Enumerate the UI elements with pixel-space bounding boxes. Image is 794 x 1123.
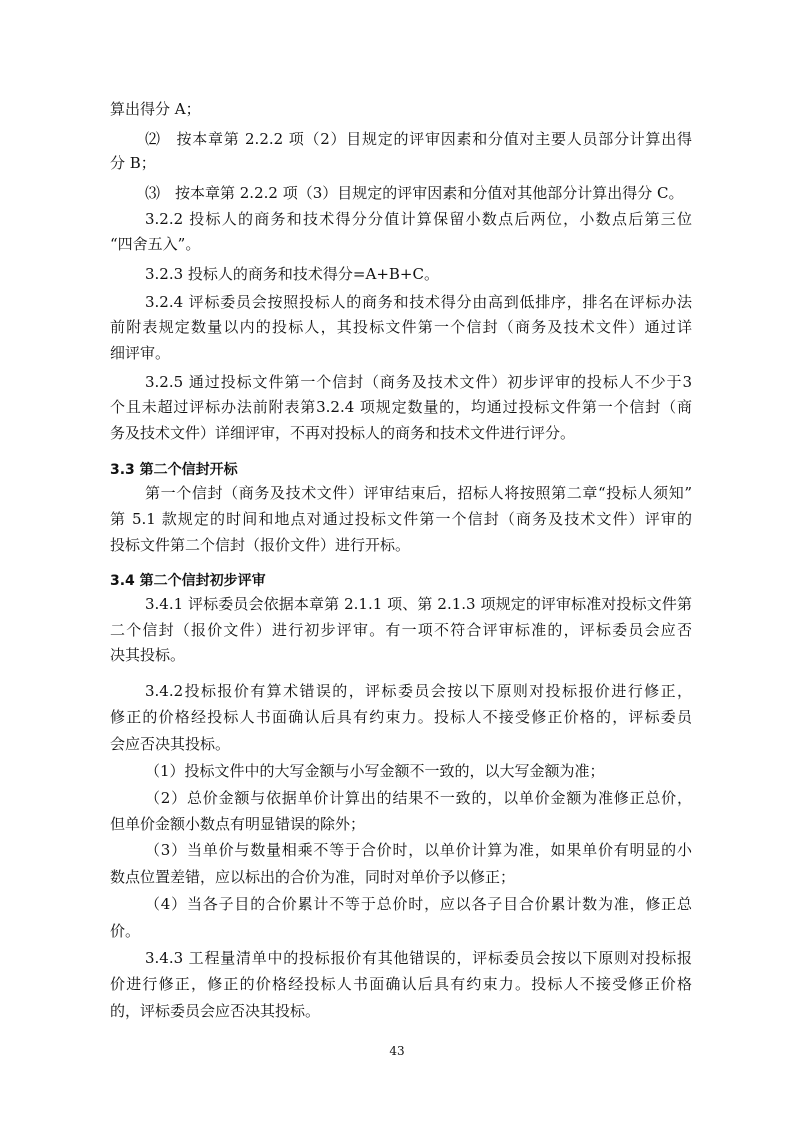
text-line: ⑶ 按本章第 2.2.2 项（3）目规定的评审因素和分值对其他部分计算出得分 C。 (145, 184, 684, 202)
text-line: 二个信封（报价文件）进行初步评审。有一项不符合评审标准的，评标委员会应否 (110, 621, 692, 639)
text-line: 3.4.1 评标委员会依据本章第 2.1.1 项、第 2.1.3 项规定的评审标准对投标文件第 (145, 595, 692, 613)
text-line: ⑵ 按本章第 2.2.2 项（2）目规定的评审因素和分值对主要人员部分计算出得 (145, 130, 692, 148)
section-heading: 3.4 第二个信封初步评审 (110, 573, 266, 589)
text-line: 第 5.1 款规定的时间和地点对通过投标文件第一个信封（商务及技术文件）评审的 (110, 510, 692, 528)
text-line: 修正的价格经投标人书面确认后具有约束力。投标人不接受修正价格的，评标委员 (110, 708, 692, 726)
text-line: 会应否决其投标。 (110, 735, 231, 753)
text-line: 第一个信封（商务及技术文件）评审结束后，招标人将按照第二章“投标人须知” (145, 484, 692, 502)
text-line: （1）投标文件中的大写金额与小写金额不一致的，以大写金额为准； (145, 762, 605, 780)
text-line: 务及技术文件）详细评审，不再对投标人的商务和技术文件进行评分。 (110, 424, 576, 442)
text-line: 3.2.4 评标委员会按照投标人的商务和技术得分由高到低排序，排名在评标办法 (145, 293, 692, 311)
text-line: 3.2.5 通过投标文件第一个信封（商务及技术文件）初步评审的投标人不少于3 (145, 373, 692, 391)
text-line: 数点位置差错，应以标出的合价为准，同时对单价予以修正； (110, 868, 516, 886)
text-line: （2）总价金额与依据单价计算出的结果不一致的，以单价金额为准修正总价， (145, 789, 692, 807)
text-line: （4）当各子目的合价累计不等于总价时，应以各子目合价累计数为准，修正总 (145, 895, 692, 913)
text-line: 分 B； (110, 154, 156, 172)
text-line: “四舍五入”。 (110, 235, 201, 253)
text-line: 价。 (110, 922, 141, 940)
text-line: 价进行修正，修正的价格经投标人书面确认后具有约束力。投标人不接受修正价格 (110, 975, 692, 993)
text-line: （3）当单价与数量相乘不等于合价时，以单价计算为准，如果单价有明显的小 (145, 841, 692, 859)
section-heading: 3.3 第二个信封开标 (110, 462, 238, 478)
text-line: 算出得分 A； (110, 100, 201, 118)
text-line: 前附表规定数量以内的投标人，其投标文件第一个信封（商务及技术文件）通过详 (110, 318, 692, 336)
text-line: 投标文件第二个信封（报价文件）进行开标。 (110, 536, 411, 554)
text-line: 决其投标。 (110, 646, 186, 664)
page-number: 43 (389, 1044, 405, 1058)
text-line: 的，评标委员会应否决其投标。 (110, 1002, 321, 1020)
text-line: 3.4.2投标报价有算术错误的，评标委员会按以下原则对投标报价进行修正， (145, 682, 692, 700)
text-line: 3.2.3 投标人的商务和技术得分=A+B+C。 (145, 265, 439, 283)
text-line: 3.2.2 投标人的商务和技术得分分值计算保留小数点后两位，小数点后第三位 (145, 210, 692, 228)
text-line: 个且未超过评标办法前附表第3.2.4 项规定数量的，均通过投标文件第一个信封（商 (110, 398, 692, 416)
text-line: 细评审。 (110, 344, 171, 362)
text-line: 但单价金额小数点有明显错误的除外； (110, 815, 366, 833)
text-line: 3.4.3 工程量清单中的投标报价有其他错误的，评标委员会按以下原则对投标报 (145, 949, 692, 967)
